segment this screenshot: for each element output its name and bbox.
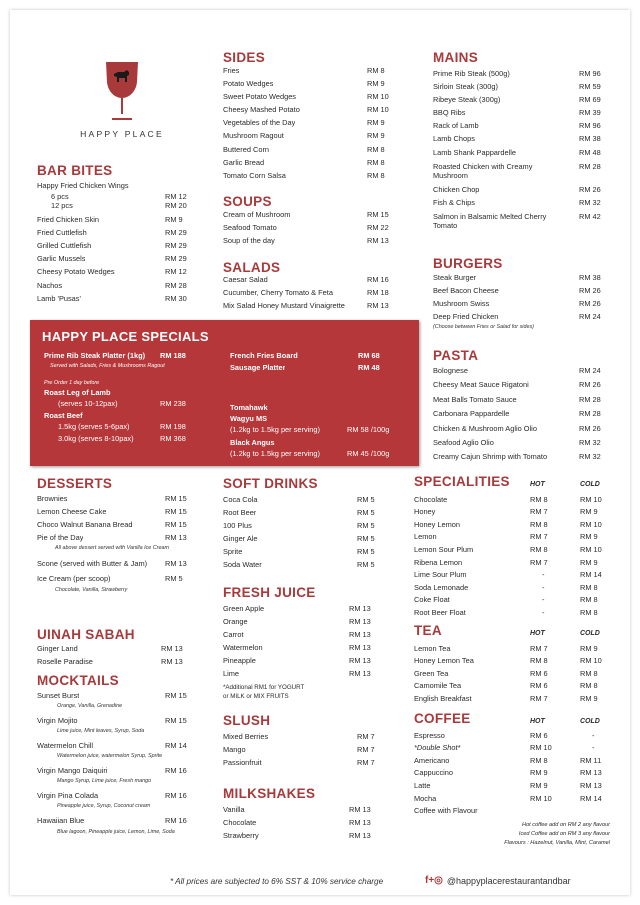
list-item: Lime RM 13 — [223, 669, 371, 679]
list-item: Lemon RM 7 RM 9 — [414, 532, 598, 542]
pasta-title: PASTA — [433, 348, 479, 363]
list-item: Grilled Cuttlefish RM 29 — [37, 241, 187, 251]
list-item: Virgin Mango Daiquiri RM 16 — [37, 766, 187, 776]
list-item: Roast Leg of Lamb — [44, 387, 111, 397]
cold-header: COLD — [580, 718, 600, 725]
list-item: Honey Lemon RM 8 RM 10 — [414, 519, 602, 529]
juice-note-line: *Additional RM1 for YOGURT — [223, 683, 305, 691]
list-item: (1.2kg to 1.5kg per serving) RM 58 /100g — [230, 424, 390, 434]
uinah-sabah-list — [37, 642, 195, 668]
mocktail-note: Blue lagoon, Pineapple juice, Lemon, Lime, Soda — [57, 828, 175, 835]
list-item: Caesar Salad RM 16 — [223, 275, 389, 284]
juice-note-line: or MILK or MIX FRUITS — [223, 692, 289, 700]
list-item: Watermelon RM 13 — [223, 643, 371, 653]
list-item: Vanilla RM 13 — [223, 805, 371, 814]
list-item: Prime Rib Steak Platter (1kg) RM 188 — [44, 351, 186, 360]
list-item: Pie of the Day RM 13 — [37, 533, 187, 543]
fresh-juice-title: FRESH JUICE — [223, 585, 316, 600]
list-item: Happy Fried Chicken Wings — [37, 181, 129, 190]
list-item: Ice Cream (per scoop) RM 5 — [37, 574, 183, 584]
salads-title: SALADS — [223, 260, 281, 275]
list-item: Orange RM 13 — [223, 617, 371, 627]
mocktail-note: Mango Syrup, Lime juice, Fresh mango — [57, 778, 152, 785]
list-item: Roselle Paradise RM 13 — [37, 657, 183, 667]
uinah-sabah-title: UINAH SABAH — [37, 627, 135, 642]
mocktail-note: Watermelon juice, watermelon Syrup, Sprite — [57, 753, 163, 760]
tomahawk-label: Tomahawk — [230, 403, 268, 412]
facebook-instagram-icon: f+◎ — [425, 875, 443, 886]
tea-title: TEA — [414, 623, 442, 638]
burgers-title: BURGERS — [433, 256, 503, 271]
list-item: Passionfruit RM 7 — [223, 758, 375, 768]
coffee-notes — [414, 821, 610, 848]
burgers-list — [433, 271, 613, 332]
list-item: Potato Wedges RM 9 — [223, 79, 385, 89]
list-item: Chicken Chop RM 26 — [433, 184, 601, 194]
list-item: Sweet Potato Wedges RM 10 — [223, 92, 389, 102]
list-item: Root Beer Float - RM 8 — [414, 607, 598, 617]
desserts-list — [37, 492, 199, 595]
list-item: Prime Rib Steak (500g) RM 96 — [433, 69, 601, 78]
list-item: Carrot RM 13 — [223, 630, 371, 640]
list-item: Vegetables of the Day RM 9 — [223, 118, 385, 128]
list-item: Hawaiian Blue RM 16 — [37, 816, 187, 826]
list-item: Deep Fried Chicken RM 24 — [433, 312, 601, 322]
list-item: Garlic Mussels RM 29 — [37, 254, 187, 264]
list-item: Cheesy Potato Wedges RM 12 — [37, 267, 187, 277]
list-item: Mushroom Swiss RM 26 — [433, 299, 601, 309]
slush-list — [223, 730, 383, 769]
list-item: Creamy Cajun Shrimp with Tomato RM 32 — [433, 452, 601, 462]
social-handle-text: @happyplacerestaurantandbar — [446, 875, 571, 886]
list-item: Cucumber, Cherry Tomato & Feta RM 18 — [223, 288, 389, 298]
bar-bites-list — [37, 179, 199, 305]
desserts-note: All above dessert served with Vanilla Ice Cream — [55, 545, 169, 552]
slush-title: SLUSH — [223, 713, 271, 728]
specials-box — [30, 320, 419, 466]
list-item: Mixed Berries RM 7 — [223, 732, 375, 741]
coffee-note-line: Hot coffee add on RM 2 any flavour — [522, 821, 610, 828]
list-item: Cappuccino RM 9 RM 13 — [414, 768, 602, 778]
list-item: Watermelon Chill RM 14 — [37, 741, 187, 751]
list-item: Garlic Bread RM 8 — [223, 157, 385, 167]
list-item: Sprite RM 5 — [223, 547, 375, 557]
list-item: Green Apple RM 13 — [223, 604, 371, 613]
juice-note — [223, 683, 383, 701]
list-item: Cream of Mushroom RM 15 — [223, 210, 389, 219]
milkshakes-title: MILKSHAKES — [223, 786, 316, 801]
list-item: Roasted Chicken with Creamy Mushroom RM 28 — [433, 161, 601, 180]
list-item: Ginger Ale RM 5 — [223, 534, 375, 544]
list-item: Lamb Shank Pappardelle RM 48 — [433, 147, 601, 157]
list-item: Sunset Burst RM 15 — [37, 691, 187, 700]
list-item: Ribena Lemon RM 7 RM 9 — [414, 557, 598, 567]
list-item: Meat Balls Tomato Sauce RM 28 — [433, 394, 601, 404]
logo — [72, 60, 172, 139]
list-item: 100 Plus RM 5 — [223, 521, 375, 531]
fresh-juice-list — [223, 602, 383, 701]
coffee-header — [414, 713, 610, 729]
list-item: Mushroom Ragout RM 9 — [223, 131, 385, 141]
coffee-note-line: Iced Coffee add on RM 3 any flavour — [518, 830, 610, 837]
list-item: Bolognese RM 24 — [433, 366, 601, 375]
specials-right — [230, 350, 392, 373]
list-item: (serves 10-12pax) RM 238 — [58, 399, 186, 408]
list-item: Scone (served with Butter & Jam) RM 13 — [37, 559, 187, 569]
list-item: Brownies RM 15 — [37, 494, 187, 503]
list-item: Wagyu MS — [230, 413, 268, 423]
list-item: (1.2kg to 1.5kg per serving) RM 45 /100g — [230, 449, 390, 458]
pasta-list — [433, 364, 613, 465]
list-item: Salmon in Balsamic Melted Cherry Tomato RM 42 — [433, 211, 601, 230]
list-item: Honey Lemon Tea RM 8 RM 10 — [414, 656, 602, 666]
sides-title: SIDES — [223, 50, 266, 65]
list-item: 1.5kg (serves 5-6pax) RM 198 — [58, 422, 186, 431]
logo-text: HAPPY PLACE — [80, 129, 164, 139]
list-item: 3.0kg (serves 8-10pax) RM 368 — [58, 433, 186, 443]
list-item: Green Tea RM 6 RM 8 — [414, 668, 598, 678]
coffee-title: COFFEE — [414, 711, 471, 726]
burgers-note: (Choose between Fries or Salad for sides) — [433, 324, 534, 331]
specialities-section — [414, 476, 610, 620]
list-item: 12 pcs RM 20 — [51, 201, 187, 211]
sides-list — [223, 64, 401, 182]
list-item: Ginger Land RM 13 — [37, 644, 183, 653]
list-item: Chicken & Mushroom Aglio Olio RM 26 — [433, 423, 601, 433]
list-item: 6 pcs RM 12 — [51, 192, 187, 202]
list-item: Chocolate RM 8 RM 10 — [414, 494, 602, 504]
icecream-note: Chocolate, Vanilla, Strawberry — [55, 586, 128, 593]
list-item: Lemon Tea RM 7 RM 9 — [414, 643, 598, 653]
list-item: Coffee with Flavour — [414, 806, 478, 816]
list-item: Camomile Tea RM 6 RM 8 — [414, 681, 598, 691]
list-item: *Double Shot* RM 10 - — [414, 743, 595, 753]
footer-disclaimer: * All prices are subjected to 6% SST & 10% service charge — [170, 877, 384, 886]
soups-title: SOUPS — [223, 194, 272, 209]
specialities-title: SPECIALITIES — [414, 474, 510, 489]
tea-section — [414, 625, 610, 706]
mains-list — [433, 67, 613, 230]
cold-header: COLD — [580, 481, 600, 488]
list-item: Mocha RM 10 RM 14 — [414, 793, 602, 803]
mains-title: MAINS — [433, 50, 478, 65]
list-item: Fish & Chips RM 32 — [433, 197, 601, 207]
salads-list — [223, 273, 401, 312]
list-item: Nachos RM 28 — [37, 280, 187, 290]
list-item: Sausage Platter RM 48 — [230, 362, 380, 372]
list-item: Fried Chicken Skin RM 9 — [37, 215, 183, 225]
list-item: Beef Bacon Cheese RM 26 — [433, 286, 601, 296]
cold-header: COLD — [580, 630, 600, 637]
list-item: Root Beer RM 5 — [223, 508, 375, 518]
list-item: Coca Cola RM 5 — [223, 495, 375, 504]
hot-header: HOT — [530, 718, 545, 725]
list-item: Espresso RM 6 - — [414, 730, 595, 740]
list-item: Seafood Tomato RM 22 — [223, 223, 389, 233]
preorder-note: Pre Order 1 day before — [44, 379, 100, 386]
list-item: Sirloin Steak (300g) RM 59 — [433, 82, 601, 92]
list-item: Latte RM 9 RM 13 — [414, 780, 602, 790]
list-item: Tomato Corn Salsa RM 8 — [223, 170, 385, 180]
coffee-note-line: Flavours : Hazelnut, Vanilla, Mint, Caramel — [504, 839, 610, 846]
mocktails-list — [37, 689, 199, 837]
list-item: Virgin Mojito RM 15 — [37, 716, 187, 726]
hot-header: HOT — [530, 481, 545, 488]
list-item: Mix Salad Honey Mustard Vinaigrette RM 13 — [223, 301, 389, 311]
list-item: Buttered Corn RM 8 — [223, 144, 385, 154]
wine-glass-logo-icon — [102, 60, 142, 122]
list-item: Honey RM 7 RM 9 — [414, 507, 598, 517]
mocktails-title: MOCKTAILS — [37, 673, 119, 688]
specials-title: HAPPY PLACE SPECIALS — [42, 329, 209, 344]
list-item: BBQ Ribs RM 39 — [433, 108, 601, 118]
list-item: Coke Float - RM 8 — [414, 595, 598, 605]
list-item: English Breakfast RM 7 RM 9 — [414, 693, 598, 703]
mocktail-note: Orange, Vanilla, Grenadine — [57, 703, 123, 710]
list-item: Seafood Aglio Olio RM 32 — [433, 438, 601, 448]
list-item: Lemon Cheese Cake RM 15 — [37, 507, 187, 517]
list-item: Roast Beef — [44, 410, 83, 420]
specials-left — [44, 350, 194, 444]
list-item: Ribeye Steak (300g) RM 69 — [433, 95, 601, 105]
social-handle[interactable] — [425, 875, 571, 886]
list-item: Steak Burger RM 38 — [433, 273, 601, 282]
soups-list — [223, 208, 401, 247]
coffee-section — [414, 713, 610, 848]
list-item: Carbonara Pappardelle RM 28 — [433, 409, 601, 419]
tomahawk-block — [230, 402, 395, 460]
list-item: Chocolate RM 13 — [223, 818, 371, 828]
tea-header — [414, 625, 610, 641]
bar-bites-title: BAR BITES — [37, 163, 113, 178]
list-item: Pineapple RM 13 — [223, 656, 371, 666]
list-item: French Fries Board RM 68 — [230, 351, 380, 360]
soft-drinks-list — [223, 493, 383, 572]
soft-drinks-title: SOFT DRINKS — [223, 476, 318, 491]
list-item: Soup of the day RM 13 — [223, 236, 389, 246]
mocktail-note: Pineapple juice, Syrup, Coconut cream — [57, 803, 151, 810]
list-item: Rack of Lamb RM 96 — [433, 121, 601, 131]
mocktail-note: Lime juice, Mint leaves, Syrup, Soda — [57, 728, 145, 735]
list-item: Choco Walnut Banana Bread RM 15 — [37, 520, 187, 530]
list-item: Fried Cuttlefish RM 29 — [37, 228, 187, 238]
menu-page — [10, 10, 630, 895]
hot-header: HOT — [530, 630, 545, 637]
list-item: Cheesy Meat Sauce Rigatoni RM 26 — [433, 380, 601, 390]
milkshakes-list — [223, 803, 383, 842]
prime-rib-note: Served with Salads, Fries & Mushrooms Ragout — [50, 362, 165, 369]
list-item: Black Angus — [230, 438, 275, 447]
list-item: Lemon Sour Plum RM 8 RM 10 — [414, 544, 602, 554]
desserts-title: DESSERTS — [37, 476, 113, 491]
list-item: Fries RM 8 — [223, 66, 385, 75]
specialities-header — [414, 476, 610, 492]
list-item: Mango RM 7 — [223, 745, 375, 755]
list-item: Americano RM 8 RM 11 — [414, 755, 602, 765]
list-item: Strawberry RM 13 — [223, 831, 371, 841]
list-item: Soda Water RM 5 — [223, 560, 375, 570]
list-item: Lamb 'Pusas' RM 30 — [37, 293, 187, 303]
list-item: Lime Sour Plum - RM 14 — [414, 570, 602, 580]
list-item: Lamb Chops RM 38 — [433, 134, 601, 144]
list-item: Virgin Pina Colada RM 16 — [37, 791, 187, 801]
list-item: Cheesy Mashed Potato RM 10 — [223, 105, 389, 115]
list-item: Soda Lemonade - RM 8 — [414, 582, 598, 592]
